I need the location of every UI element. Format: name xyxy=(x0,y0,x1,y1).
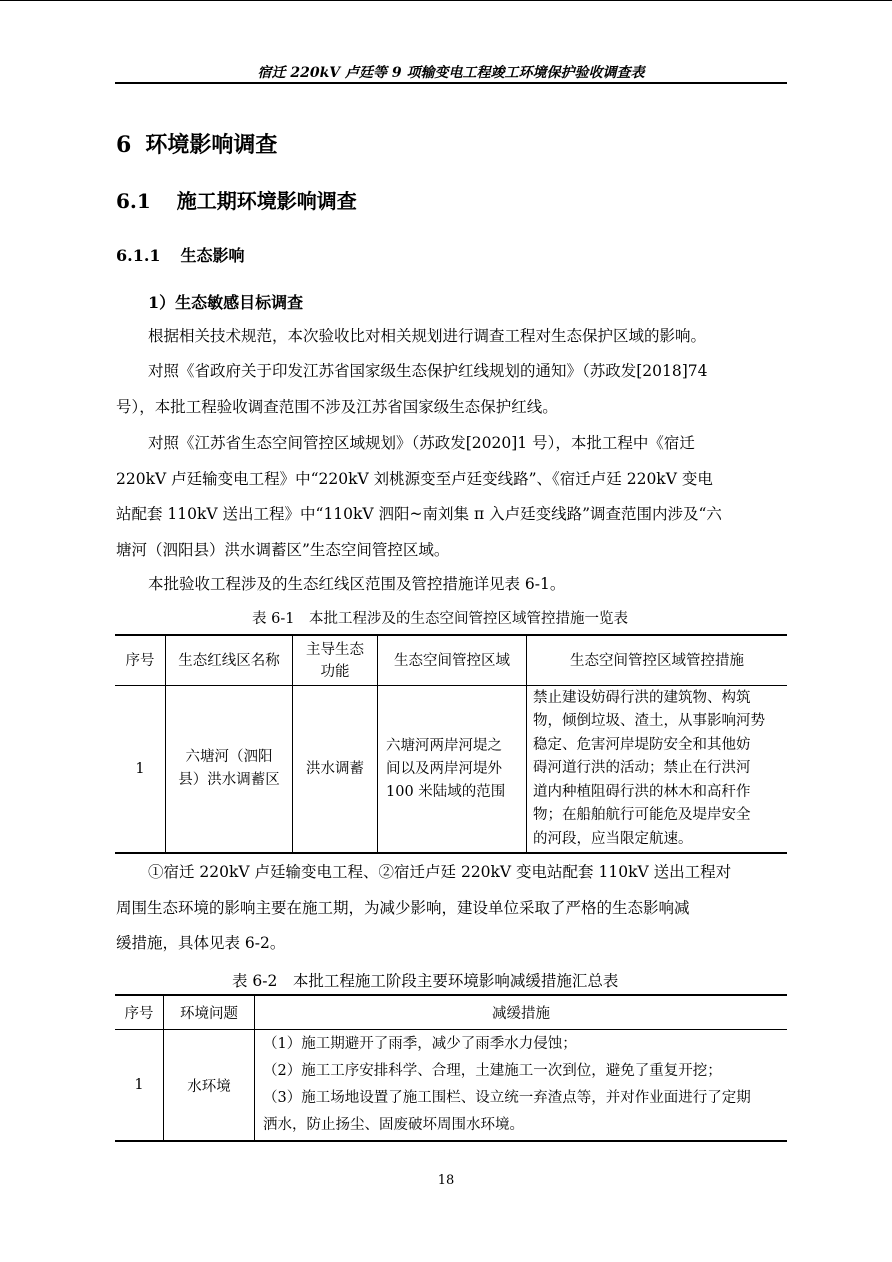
page-top-border xyxy=(0,0,892,1)
table-cell-issue: 水环境 xyxy=(164,1030,255,1142)
cell-line: （2）施工工序安排科学、合理，土建施工一次到位，避免了重复开挖； xyxy=(263,1063,722,1079)
section-title: 环境影响调查 xyxy=(145,132,278,158)
paragraph-line: 本批验收工程涉及的生态红线区范围及管控措施详见表 6-1。 xyxy=(148,575,566,593)
page-number: 18 xyxy=(437,1173,455,1188)
section-number: 6.1.1 xyxy=(116,246,161,265)
paragraph-line: 对照《江苏省生态空间管控区域规划》（苏政发[2020]1 号），本批工程中《宿迁 xyxy=(148,434,695,452)
section-title: 施工期环境影响调查 xyxy=(176,189,357,213)
cell-line: 碍河道行洪的活动；禁止在行洪河 xyxy=(533,760,751,777)
table-caption: 表 6-1 本批工程涉及的生态空间管控区域管控措施一览表 xyxy=(252,611,628,627)
table-header-cell: 序号 xyxy=(115,995,164,1030)
cell-line: 物，倾倒垃圾、渣土，从事影响河势 xyxy=(533,713,765,730)
paragraph-line: 塘河（泗阳县）洪水调蓄区”生态空间管控区域。 xyxy=(116,541,450,559)
cell-line: 道内种植阻碍行洪的林木和高秆作 xyxy=(533,783,751,800)
table-cell-measures xyxy=(255,1030,788,1142)
cell-line: 县）洪水调蓄区 xyxy=(178,772,280,788)
running-header: 宿迁 220kV 卢廷等 9 项输变电工程竣工环境保护验收调查表 xyxy=(257,65,645,81)
table-header-cell: 环境问题 xyxy=(164,995,255,1030)
table-header-row xyxy=(115,995,787,1030)
table-caption: 表 6-2 本批工程施工阶段主要环境影响减缓措施汇总表 xyxy=(232,972,619,990)
table-row xyxy=(115,1030,787,1142)
header-line: 功能 xyxy=(320,663,350,680)
header-rule xyxy=(115,82,787,84)
cell-line: 物；在船舶航行可能危及堤岸安全 xyxy=(533,807,751,824)
paragraph-line: 缓措施，具体见表 6-2。 xyxy=(116,934,286,952)
table-header-cell xyxy=(293,635,378,686)
table-6-1 xyxy=(115,634,787,854)
table-6-2 xyxy=(115,994,787,1142)
table-cell-no: 1 xyxy=(134,1077,144,1093)
table-header-row xyxy=(115,635,787,686)
section-heading-6 xyxy=(116,128,277,159)
table-header-cell: 生态红线区名称 xyxy=(166,635,293,686)
table-cell-no: 1 xyxy=(135,760,145,777)
table-cell-function: 洪水调蓄 xyxy=(293,686,378,854)
section-number: 6 xyxy=(116,132,132,158)
cell-line: 的河段，应当限定航速。 xyxy=(533,830,693,847)
paragraph-line: 根据相关技术规范，本次验收比对相关规划进行调查工程对生态保护区域的影响。 xyxy=(148,327,707,345)
table-header-cell: 减缓措施 xyxy=(255,995,788,1030)
paragraph-line: 号），本批工程验收调查范围不涉及江苏省国家级生态保护红线。 xyxy=(116,398,558,416)
table-cell-measures xyxy=(527,686,788,854)
table-cell-area xyxy=(378,686,527,854)
paragraph-line: ①宿迁 220kV 卢廷输变电工程、②宿迁卢廷 220kV 变电站配套 110kV 送出工程对 xyxy=(148,863,732,881)
header-line: 主导生态 xyxy=(306,641,364,658)
section-number: 6.1 xyxy=(116,189,151,213)
table-header-cell: 序号 xyxy=(115,635,166,686)
cell-line: 六塘河两岸河堤之 xyxy=(386,737,502,754)
paragraph-line: 周围生态环境的影响主要在施工期，为减少影响，建设单位采取了严格的生态影响减 xyxy=(116,899,690,917)
cell-line: 禁止建设妨碍行洪的建筑物、构筑 xyxy=(533,689,751,706)
paragraph-line: 对照《省政府关于印发江苏省国家级生态保护红线规划的通知》（苏政发[2018]74 xyxy=(148,362,708,380)
section-title: 生态影响 xyxy=(180,246,245,265)
cell-line: （1）施工期避开了雨季，减少了雨季水力侵蚀； xyxy=(263,1036,577,1052)
table-header-cell: 生态空间管控区域 xyxy=(378,635,527,686)
cell-line: 洒水，防止扬尘、固废破坏周围水环境。 xyxy=(263,1117,524,1133)
table-cell-name xyxy=(166,686,293,854)
cell-line: 六塘河（泗阳 xyxy=(185,749,273,765)
section-heading-6-1-1 xyxy=(116,243,245,266)
paragraph-line: 站配套 110kV 送出工程》中“110kV 泗阳~南刘集 π 入卢廷变线路”调查范围内涉及“六 xyxy=(116,505,722,523)
cell-line: 稳定、危害河岸堤防安全和其他妨 xyxy=(533,736,751,753)
table-header-cell: 生态空间管控区域管控措施 xyxy=(527,635,788,686)
cell-line: 间以及两岸河堤外 xyxy=(386,760,502,777)
cell-line: 100 米陆域的范围 xyxy=(386,783,506,800)
cell-line: （3）施工场地设置了施工围栏、设立统一弃渣点等，并对作业面进行了定期 xyxy=(263,1090,751,1106)
subsection-heading: 1）生态敏感目标调查 xyxy=(148,293,304,312)
section-heading-6-1 xyxy=(116,185,357,214)
paragraph-line: 220kV 卢廷输变电工程》中“220kV 刘桃源变至卢廷变线路”、《宿迁卢廷 220kV 变电 xyxy=(116,470,713,488)
table-row xyxy=(115,686,787,854)
